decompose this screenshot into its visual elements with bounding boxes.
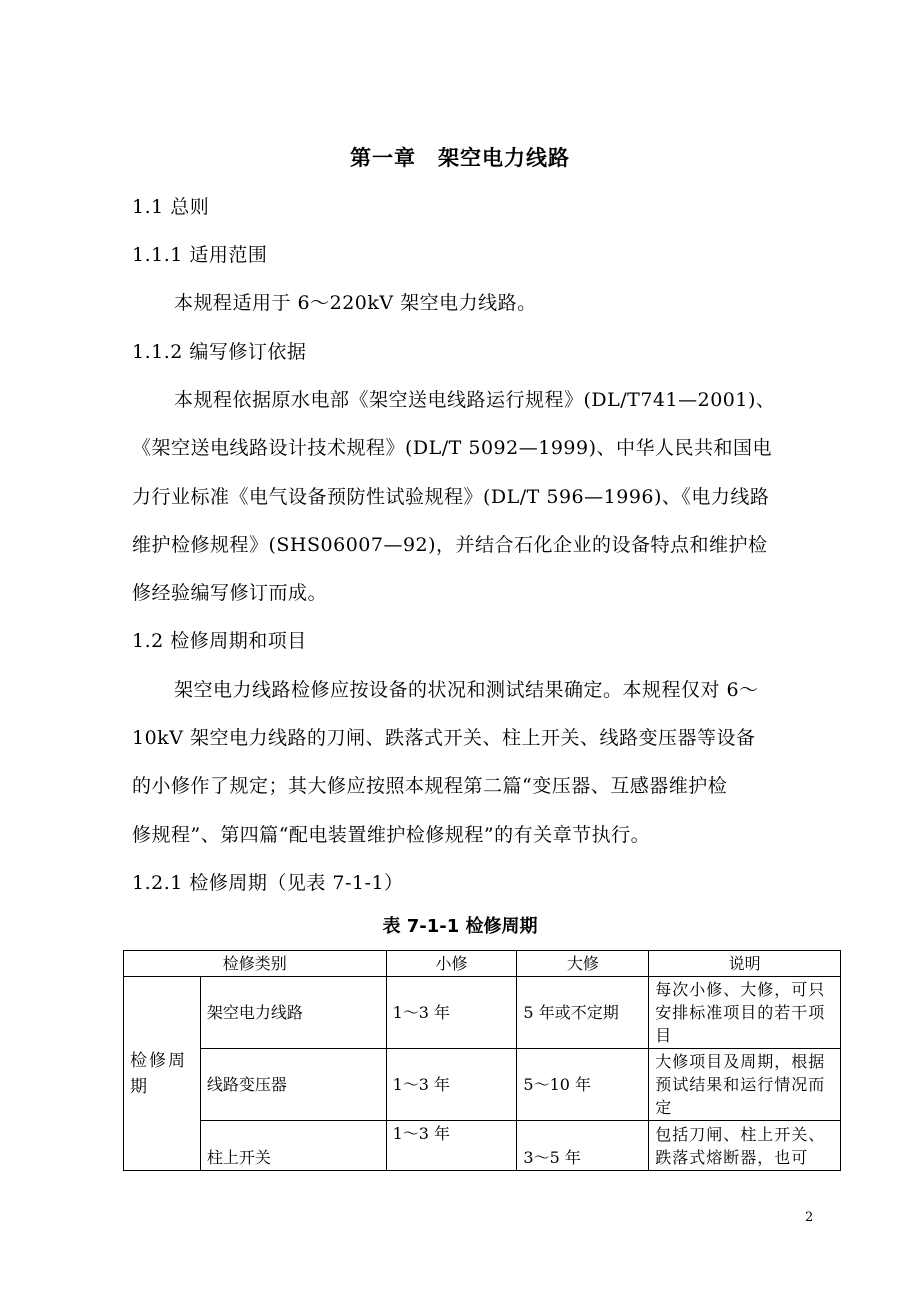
section-heading-1-1-1: 1.1.1 适用范围 bbox=[132, 244, 268, 266]
section-heading-1-1-2: 1.1.2 编写修订依据 bbox=[132, 341, 307, 363]
section-heading-1-2-1: 1.2.1 检修周期（见表 7-1-1） bbox=[132, 872, 404, 894]
table-title: 表 7-1-1 检修周期 bbox=[382, 916, 538, 937]
period-paragraph-line: 10kV 架空电力线路的刀闸、跌落式开关、柱上开关、线路变压器等设备 bbox=[132, 727, 756, 749]
section-heading-1-2: 1.2 检修周期和项目 bbox=[132, 630, 307, 652]
basis-paragraph-line: 维护检修规程》(SHS06007—92)，并结合石化企业的设备特点和维护检 bbox=[132, 534, 768, 556]
table-header-row bbox=[124, 951, 841, 977]
page-number: 2 bbox=[805, 1210, 814, 1225]
period-paragraph-line: 修规程”、第四篇“配电装置维护检修规程”的有关章节执行。 bbox=[132, 824, 651, 846]
header-minor: 小修 bbox=[386, 951, 517, 977]
period-paragraph-line: 的小修作了规定；其大修应按照本规程第二篇“变压器、互感器维护检 bbox=[132, 775, 728, 797]
row-note: 每次小修、大修，可只安排标准项目的若干项目 bbox=[649, 977, 841, 1049]
header-category: 检修类别 bbox=[124, 951, 387, 977]
row-item: 架空电力线路 bbox=[200, 977, 386, 1049]
row-minor: 1～3 年 bbox=[386, 977, 517, 1049]
period-paragraph-line: 架空电力线路检修应按设备的状况和测试结果确定。本规程仅对 6～ bbox=[174, 679, 759, 701]
scope-paragraph: 本规程适用于 6～220kV 架空电力线路。 bbox=[174, 292, 537, 314]
table-row bbox=[124, 1049, 841, 1121]
row-item: 线路变压器 bbox=[200, 1049, 386, 1121]
basis-paragraph-line: 力行业标准《电气设备预防性试验规程》(DL/T 596—1996)、《电力线路 bbox=[132, 486, 770, 508]
maintenance-period-table bbox=[123, 950, 841, 1171]
table-row bbox=[124, 977, 841, 1049]
row-item: 柱上开关 bbox=[200, 1121, 386, 1171]
section-heading-1-1: 1.1 总则 bbox=[132, 196, 210, 218]
basis-paragraph-line: 本规程依据原水电部《架空送电线路运行规程》(DL/T741—2001)、 bbox=[174, 389, 776, 411]
basis-paragraph-line: 《架空送电线路设计技术规程》(DL/T 5092—1999)、中华人民共和国电 bbox=[132, 437, 772, 459]
row-note: 大修项目及周期，根据预试结果和运行情况而定 bbox=[649, 1049, 841, 1121]
row-note: 包括刀闸、柱上开关、跌落式熔断器，也可 bbox=[649, 1121, 841, 1171]
row-major: 5 年或不定期 bbox=[517, 977, 649, 1049]
table-row bbox=[124, 1121, 841, 1171]
chapter-title: 第一章 架空电力线路 bbox=[350, 146, 570, 170]
basis-paragraph-line: 修经验编写修订而成。 bbox=[132, 582, 328, 604]
header-note: 说明 bbox=[649, 951, 841, 977]
row-major: 3～5 年 bbox=[517, 1121, 649, 1171]
row-minor: 1～3 年 bbox=[386, 1049, 517, 1121]
header-major: 大修 bbox=[517, 951, 649, 977]
group-label: 检修周期 bbox=[124, 977, 201, 1171]
row-minor: 1～3 年 bbox=[386, 1121, 517, 1171]
row-major: 5～10 年 bbox=[517, 1049, 649, 1121]
